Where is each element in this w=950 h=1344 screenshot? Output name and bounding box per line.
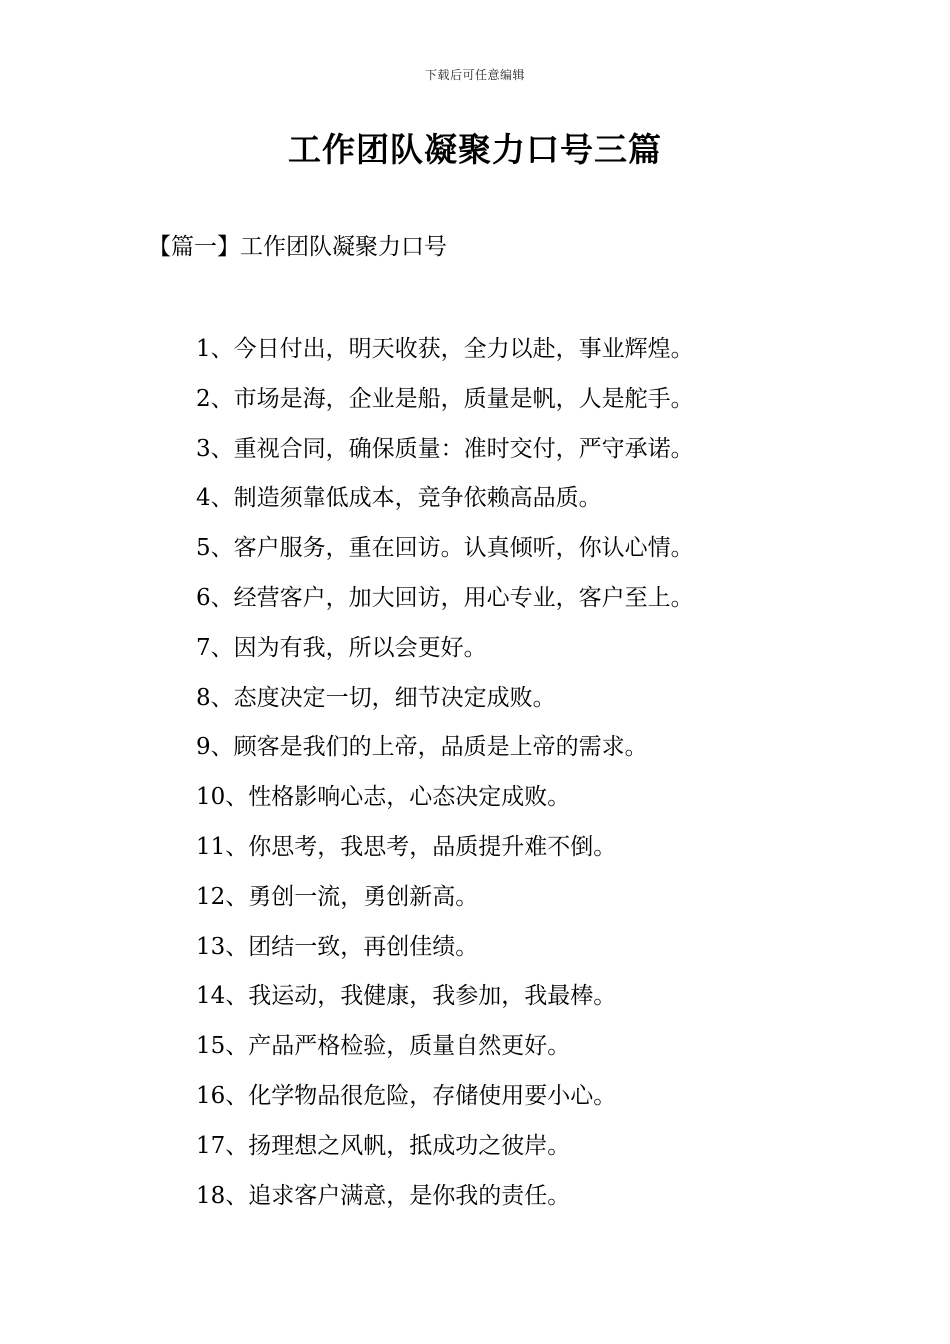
- list-item: 2、市场是海，企业是船，质量是帆，人是舵手。: [196, 385, 694, 412]
- list-item: 18、追求客户满意，是你我的责任。: [196, 1182, 571, 1209]
- list-item: 4、制造须靠低成本，竞争依赖高品质。: [196, 485, 602, 512]
- list-item: 1、今日付出，明天收获，全力以赴，事业辉煌。: [196, 336, 694, 362]
- list-item: 10、性格影响心志，心态决定成败。: [196, 784, 571, 811]
- header-note: 下载后可任意编辑: [424, 68, 525, 82]
- list-item: 6、经营客户，加大回访，用心专业，客户至上。: [196, 584, 694, 611]
- list-item: 16、化学物品很危险，存储使用要小心。: [196, 1082, 617, 1109]
- list-item: 13、团结一致，再创佳绩。: [196, 933, 479, 960]
- section-heading: 【篇一】工作团队凝聚力口号: [148, 234, 447, 260]
- document-title: 工作团队凝聚力口号三篇: [288, 130, 662, 169]
- list-item: 14、我运动，我健康，我参加，我最棒。: [196, 983, 617, 1010]
- list-item: 7、因为有我，所以会更好。: [196, 634, 487, 661]
- list-item: 17、扬理想之风帆，抵成功之彼岸。: [196, 1132, 571, 1159]
- list-item: 9、顾客是我们的上帝，品质是上帝的需求。: [196, 734, 648, 761]
- list-item: 5、客户服务，重在回访。认真倾听，你认心情。: [196, 535, 694, 562]
- slogan-list: [196, 332, 876, 1228]
- list-item: 11、你思考，我思考，品质提升难不倒。: [196, 833, 617, 860]
- list-item: 3、重视合同，确保质量：准时交付，严守承诺。: [196, 435, 694, 462]
- list-item: 8、态度决定一切，细节决定成败。: [196, 684, 556, 711]
- list-item: 12、勇创一流，勇创新高。: [196, 883, 479, 910]
- list-item: 15、产品严格检验，质量自然更好。: [196, 1033, 571, 1060]
